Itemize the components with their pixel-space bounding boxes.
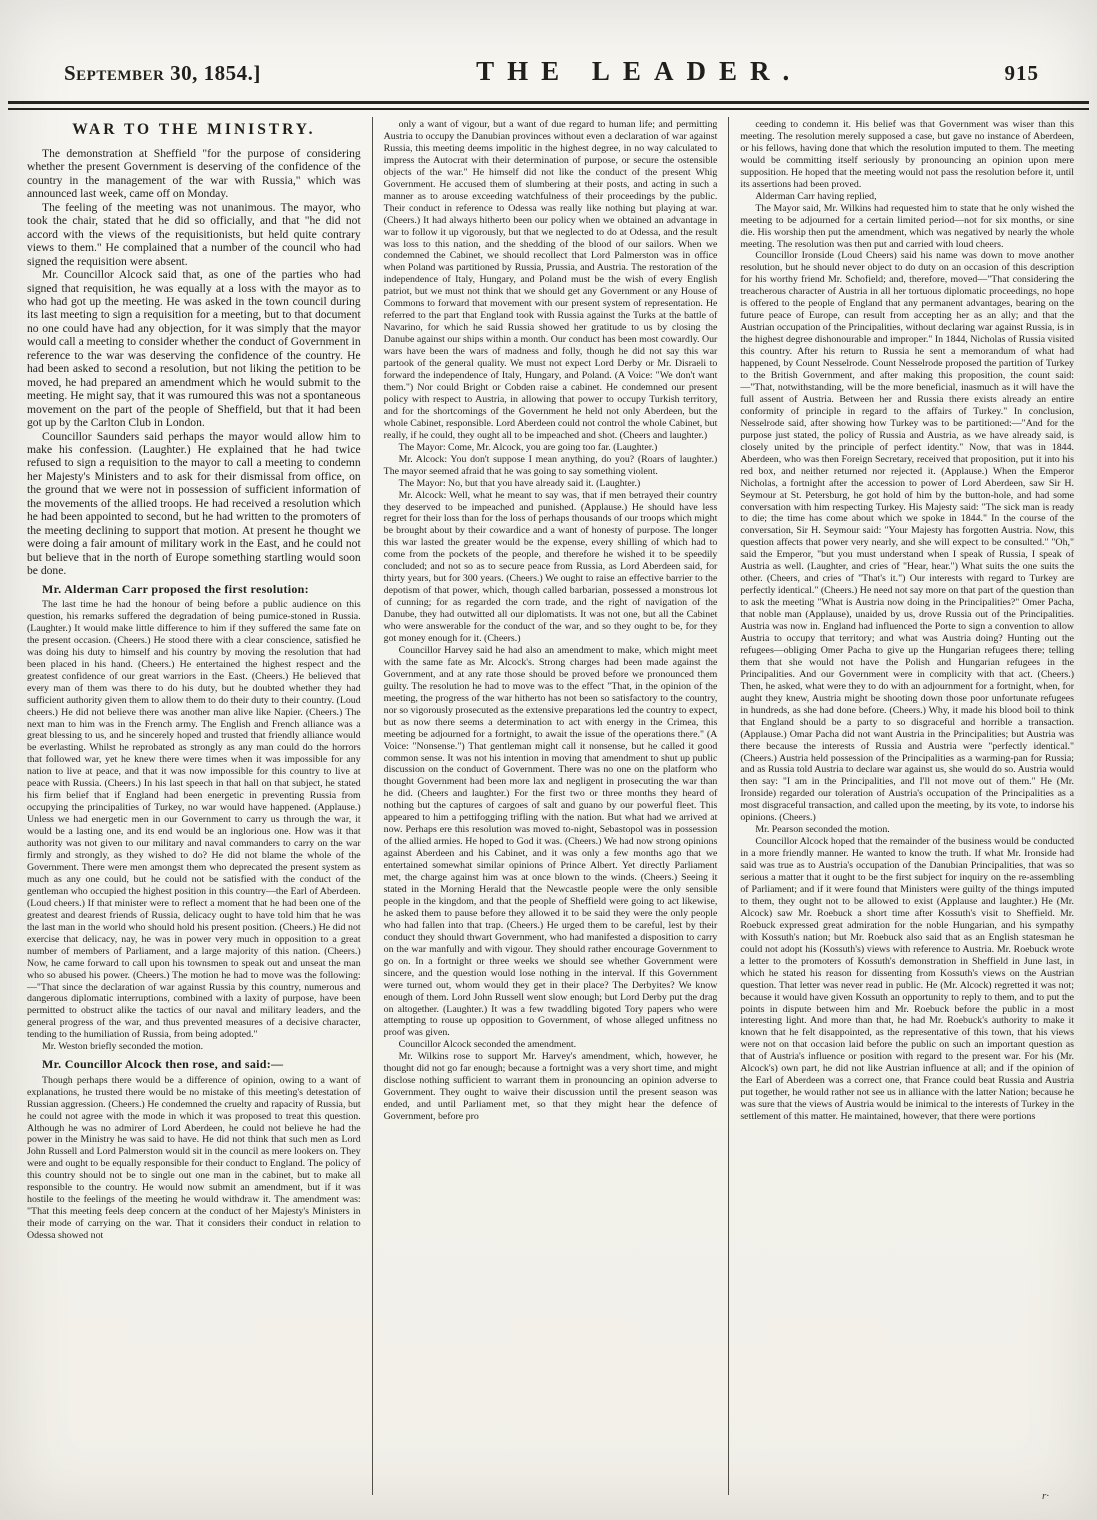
article-paragraph: only a want of vigour, but a want of due regard to human life; and permitting Austria to occupy the Danubian provinces without even a declaration of war against Russia, this meeting deems impolitic in the highest degree, in no way calculated to impress the Autocrat with their determination of purpose, or secure the ostensible objects of the war." He himself did not like the conduct of the present Whig Government. He accused them of slumbering at their posts, and acting in such a manner as to arouse exceeding watchfulness of their proceedings by the public. Their conduct in reference to Odessa was really like nothing but playing at war. (Cheers.) It had always hitherto been our policy when we obtained an advantage in war to follow it up vigorously, but that we neglected to do at Odessa, and the result was loss to this nation, and the shedding of the blood of our sailors. When we condemned the Cabinet, we should recollect that Lord Palmerston was in office when Poland was partitioned by Russia, Prussia, and Austria. The restoration of the independence of Italy, Hungary, and Poland must be the wish of every English patriot, but we must not think that we should get any Government or any House of Commons to forward that movement with our present system of representation. He referred to the part that England took with Russia against the Turks at the battle of Navarino, for which he said Russia showed her gratitude to us by closing the Danube against our ships within a month. Our conduct has been most cowardly. Our wars have been the wars of madness and folly, though he did not say this war partook of the general quality. We must not expect Lord Derby or Mr. Disraeli to forward the independence of Italy, Hungary, and Poland. (A Voice: "We don't want them.") Nor could Bright or Cobden raise a cabinet. He condemned our present policy with respect to Austria, in allowing that power to occupy Turkish territory, and for the shortcomings of the Government he held not only Aberdeen, but the whole Cabinet, responsible. Lord Aberdeen could not control the whole Cabinet, but really, if he could, they ought all to be impeached and shot. (Cheers and laughter.) — [383, 119, 718, 441]
article-paragraph: The demonstration at Sheffield "for the purpose of considering whether the present Government is deserving of the confidence of the country in the management of the war with Russia," which was announced last week, came off on Monday. — [27, 147, 361, 201]
column-2-paragraphs — [384, 119, 718, 1123]
masthead-title: THE LEADER. — [476, 56, 803, 86]
speaker-heading: Mr. Alderman Carr proposed the first resolution: — [42, 581, 309, 596]
article-paragraph: Councillor Alcock hoped that the remainder of the business would be conducted in a more friendly manner. He wanted to know the truth. If what Mr. Ironside had said was true as to Austria's occupation of the Danubian Principalities, that was so serious a matter that it ought to be the first subject for inquiry on the re-assembling of Parliament; and if it were found that Ministers were guilty of the things imputed to them, they ought not to be allowed to exist (Applause and laughter.) He (Mr. Alcock) saw Mr. Roebuck a short time after Kossuth's visit to Sheffield. Mr. Roebuck expressed great admiration for the noble Hungarian, and his sympathy with Kossuth's nation; but Mr. Roebuck also said that as an English statesman he could not adopt his (Kossuth's) views with reference to Austria. Mr. Roebuck wrote a letter to the promoters of Kossuth's demonstration in Sheffield in June last, in which he stated his reason for dissenting from Kossuth's views on the Austrian question. That letter was never read in public. He (Mr. Alcock) regretted it was not; because it would have given Kossuth an opportunity to reply to them, and to put the points in dispute between him and Mr. Roebuck before the public in a most interesting light. And more than that, he had Mr. Roebuck's authority to make it known that he felt disappointed, as the representative of this town, that his views were not on that occasion laid before the public on such an important question as that of Austria's influence or position with regard to the present war. For his (Mr. Alcock's) own part, he did not like Austrian influence at all; and if the opinion of the Earl of Aberdeen was a correct one, that France could beat Russia and Austria put together, he would rather not see us in alliance with the latter Nation; because he was sure that the views of Austria would be inimical to the interests of Turkey in the settlement of this matter. He maintained, however, that there were portions — [740, 836, 1075, 1123]
article-paragraph: The Mayor: Come, Mr. Alcock, you are going too far. (Laughter.) — [398, 441, 658, 453]
article-paragraph: Mr. Alcock: You don't suppose I mean anything, do you? (Roars of laughter.) The mayor seemed afraid that he was going to say something violent. — [383, 453, 718, 477]
speaker-heading: Mr. Councillor Alcock then rose, and said:— — [42, 1057, 284, 1072]
column-2 — [372, 117, 729, 1495]
article-paragraph: Mr. Pearson seconded the motion. — [755, 824, 890, 836]
masthead-date: September 30, 1854.] — [64, 61, 261, 85]
article-paragraph: ceeding to condemn it. His belief was that Government was wiser than this meeting. The resolution merely supposed a case, but gave no instance of Aberdeen, or his fellows, having done that which the resolution imputed to them. The meeting would be committing itself seriously by pronouncing an opinion upon mere supposition. He hoped that the meeting would not pass the resolution before it, until its assertions had been proved. — [740, 119, 1075, 190]
article-body — [0, 110, 1097, 1495]
article-paragraph: Councillor Harvey said he had also an amendment to make, which might meet with the same fate as Mr. Alcock's. Strong charges had been made against the Government, and at any rate those should be proved before we pronounced them guilty. The resolution he had to move was to the effect "That, in the opinion of the meeting, the progress of the war hitherto has not been so satisfactory to the country, nor so vigorously prosecuted as the extensive preparations led the country to expect, but as now there seems a determination to act with energy in the Crimea, this meeting be adjourned for a fortnight, to await the issue of the operations there." (A Voice: "Nonsense.") That gentleman might call it nonsense, but he called it good common sense. It was not his intention in moving that amendment to shut up public discussion on the conduct of Government. There was no one on the platform who thought Government had been more lax and negligent in prosecuting the war than he did. (Cheers and laughter.) For the first two or three months they heard of nothing but the captures of cargoes of salt and guano by our powerful fleet. This appeared to him a pettifogging trifling with the nation. But what had we arrived at now. Perhaps ere this resolution was moved to-night, Sebastopol was in possession of the allied armies. He hoped to God it was. (Cheers.) We had now strong opinions against Aberdeen and his Cabinet, and it was only a few months ago that we entertained somewhat similar opinions of Prince Albert. Yet directly Parliament met, the charge against him was at once blown to the winds. (Cheers.) Seeing it stated in the Morning Herald that the Newcastle people were the only sensible people in the kingdom, and that the people of Sheffield were going to act likewise, he asked them to pause before they allowed it to be said they were the only people who had fallen into that trap. (Cheers.) He urged them to be careful, lest by their conduct they should thwart Government, who had manifested a disposition to carry on the war manfully and with vigour. They should rather encourage Government to go on. In a fortnight or three weeks we should see whether Government were sincere, and the question would lose nothing in the interval. If this Government were turned out, whom would they get in their place? The Derbyites? We know enough of them. Lord John Russell went slow enough; but Lord Derby put the drag on altogether. (Laughter.) It was a few twaddling bigoted Tory papers who were attempting to rouse up opposition to Government, of whose alleged unfitness no proof was given. — [383, 644, 718, 1039]
article-paragraph: Alderman Carr having replied, — [755, 190, 877, 202]
article-paragraph: Councillor Saunders said perhaps the mayor would allow him to make his confession. (Laughter.) He explained that he had twice refused to sign a requisition to the mayor to call a meeting to condemn her Majesty's Ministers and to ask for their dismissal from office, on the ground that we were not in possession of sufficient information of the movements of the allied troops. He had received a resolution which he had been appointed to second, but he had written to the promoters of the meeting declining to support that motion. At present he thought we were doing a fair amount of military work in the East, and he could not but believe that in the north of Europe something startling would soon be done. — [27, 429, 361, 578]
article-paragraph: The Mayor: No, but that you have already said it. (Laughter.) — [398, 477, 641, 489]
column-3-paragraphs — [740, 119, 1074, 1123]
article-paragraph: Mr. Weston briefly seconded the motion. — [42, 1041, 204, 1053]
article-paragraph: Though perhaps there would be a difference of opinion, owing to a want of explanations, he trusted there would be no mistake of this meeting's detestation of Russian aggression. (Cheers.) He condemned the cruelty and rapacity of Russia, but he could not agree with the mode in which it was proposed to treat this question. Although he was no admirer of Lord Aberdeen, he could not believe he had the power in the Ministry he was said to have. He did not think that such men as Lord John Russell and Lord Palmerston would sit in the council as mere lookers on. They were and ought to be equally responsible for their conduct to England. The policy of this country should not be to single out one man in the cabinet, but to make all responsible to the country. He would now submit an amendment, but if it was hostile to the feelings of the meeting he would withdraw it. The amendment was: "That this meeting feels deep concern at the conduct of her Majesty's Ministers in their mode of carrying on the war. That it considers their conduct in relation to Odessa showed not — [27, 1074, 361, 1242]
article-paragraph: The last time he had the honour of being before a public audience on this question, his remarks suffered the degradation of being pumice-stoned in Russia. (Laughter.) It would make little difference to him if they suffered the same fate on the present occasion. (Cheers.) He stood there with a clear conscience, satisfied he was doing his duty to himself and his country by moving the resolution that had been placed in his hand. (Cheers.) He entertained the highest respect and the greatest confidence of our great warriors in the East. (Cheers.) He believed that every man of them was there to do his duty, but he doubted whether they had sufficient authority given them to allow them to do their duty to their country. (Loud cheers.) He did not believe there was another man alive like Napier. (Cheers.) The next man to him was in the French army. The English and French alliance was a great blessing to us, and he sincerely hoped and trusted that friendly alliance would be everlasting. Whilst he reprobated as strongly as any man could do the horrors that followed war, yet he knew there were times when it was impossible for any nation to live at peace, and that it was now impossible for this country to live at peace with Russia. (Cheers.) In his last speech in that hall on that subject, he stated his firm belief that if England had been energetic in preventing Russia from occupying the principalities of Turkey, no war would have happened. (Applause.) Unless we had energetic men in our Government to carry us through the war, it would be a lasting one, and its end would be an inglorious one. How was it that authority was not given to our military and naval commanders to carry on the war firmly and strongly, as they wished to do? He did not blame the whole of the Government. There were men amongst them who deprecated the present system as much as any one could, but he could not be satisfied with the conduct of the gentleman who occupied the highest position in this country—the Earl of Aberdeen. (Loud cheers.) If that minister were to reflect a moment that he had been one of the greatest and dearest friends of Russia, delicacy ought to have told him that he was the last man in the world who should hold his present position. (Cheers.) He did not exercise that delicacy, nay, he was in power very much in opposition to a great number of members of Parliament, and a large majority of this nation. (Cheers.) Now, he came forward to call upon his townsmen to speak out and unseat the man who so abused his power. (Cheers.) The motion he had to move was the following:—"That since the declaration of war against Russia by this country, numerous and dangerous diplomatic interruptions, combined with a laxity of purpose, have been permitted to obstruct alike the tactics of our naval and military leaders, and the general progress of the war, and thus prevented measures of a decisive character, tending to the humiliation of Russia, from being adopted." — [27, 599, 361, 1041]
masthead-rule — [8, 101, 1089, 110]
column-1-paragraphs — [27, 147, 361, 1242]
article-paragraph: The Mayor said, Mr. Wilkins had requested him to state that he only wished the meeting to be adjourned for a certain limited period—not for six months, or sine die. His worship then put the amendment, which was negatived by nearly the whole meeting. The resolution was then put and carried with loud cheers. — [740, 202, 1075, 250]
article-paragraph: Mr. Wilkins rose to support Mr. Harvey's amendment, which, however, he thought did not go far enough; because a fortnight was a very short time, and might disclose nothing sufficient to warrant them in pronouncing an opinion adverse to Government. They ought to waive their discussion until the present season was ended, and until Parliament met, so that they might hear the defence of Government, before pro — [383, 1051, 718, 1123]
article-paragraph: Councillor Alcock seconded the amendment. — [398, 1039, 577, 1051]
printers-mark: r· — [1041, 1490, 1049, 1502]
column-3 — [728, 117, 1085, 1495]
article-paragraph: Mr. Alcock: Well, what he meant to say was, that if men betrayed their country they deserved to be impeached and punished. (Applause.) He should have less regret for their loss than for the loss of perhaps thousands of our troops which might be brought about by their cowardice and a want of honesty of purpose. The longer this war lasted the greater would be the expense, every shilling of which had to come from the pockets of the people, and therefore he wished it to be speedily concluded; and not so as to secure peace from Russia, as Lord Aberdeen said, for thirty years, but for 300 years. (Cheers.) We ought to raise an effective barrier to the depotism of that power, which, though called barbarian, possessed a monstrous lot of cunning; for as regarded the corn trade, and the right of navigation of the Danube, they had outwitted all our diplomatists. It was not one, but all the Cabinet who were answerable for the conduct of the war, and so they ought to be, for they got money enough for it. (Cheers.) — [383, 489, 718, 644]
column-1 — [16, 117, 372, 1495]
article-title: WAR TO THE MINISTRY. — [72, 121, 316, 138]
article-paragraph: Councillor Ironside (Loud Cheers) said his name was down to move another resolution, but he should never object to do duty on an occasion of this description for his worthy friend Mr. Schofield; and, therefore, moved—"That considering the treacherous character of Austria in all her tortuous diplomatic proceedings, no hope is offered to the people of England that any permanent advantages, bearing on the future peace of Europe, can result from accepting her as an ally; and that the Austrian occupation of the Principalities, without declaring war against Russia, is in the highest degree dishonourable and improper." In 1844, Nicholas of Russia visited this country. After his return to Russia he sent a memorandum of what had happened, by Count Nesselrode. Count Nesselrode proposed the partition of Turkey to the British Government, and after making this proposition, the count said:—"That, notwithstanding, will be the more beneficial, inasmuch as it will have the full assent of Austria. Between her and Russia there exists already an entire conformity of principle in regard to the affairs of Turkey." In conclusion, Nesselrode said, after showing how Turkey was to be partitioned:—"And for the purpose just stated, the policy of Russia and Austria, as we have already said, is closely united by the principle of perfect identity." Now, that was in 1844. Aberdeen, who was then Foreign Secretary, received that proposition, put it into his red box, and neither returned nor rejected it. (Applause.) When the Emperor Nicholas, a fortnight after the accession to power of Lord Aberdeen, saw Sir H. Seymour at St. Petersburg, he got hold of him by the button-hole, and had some conversation with him respecting Turkey. His Majesty said: "The sick man is ready to die; the time has come about which we spoke in 1844." In the course of the conversation, Sir H. Seymour said: "Your Majesty has forgotten Austria. Now, this question affects that power very nearly, and she will expect to be consulted." "Oh," said the Emperor, "but you must understand when I speak of Russia, I speak of Austria as well. (Laughter, and cries of "Hear, hear.") What suits the one suits the other. (Cheers, and cries of "That's it.") Our interests with regard to Turkey are perfectly identical." (Cheers.) He need not say more on that part of the question than to ask the meeting "What is Austria now doing in the Principalities?" Omer Pacha, that noble man (Applause), unaided by us, drove Russia out of the Principalities. Austria was now in. England had influenced the Porte to sign a convention to allow Austria to occupy that territory; and what was Austria doing? Hunting out the refugees—obliging Omer Pacha to give up the Hungarian refugees there; telling them that she would not have the Polish and Hungarian refugees in the Principalities. And our Government were in complicity with that act. (Cheers.) Then, he asked, what were they to do with an adjournment for a fortnight, when, for aught they knew, Austria might be shooting down those poor unfortunate refugees in hundreds, as she had done before. (Cheers.) Why, it made his blood boil to think that England should be a party to so disgraceful and horrible a transaction. (Applause.) Omar Pacha did not want Austria in the Principalities; but Austria was there because the interests of Russia and Austria were "perfectly identical." (Cheers.) Austria held possession of the Principalities as a warming-pan for Russia; and as Russia told Austria to declare war against us, she would do so. Austria would then say: "I am in the Principalities, and I'll not move out of them." He (Mr. Ironside) regarded our toleration of Austria's occupation of the Principalities as a most disgraceful transaction, and called upon the meeting, by its vote, to indorse his opinions. (Cheers.) — [740, 250, 1075, 824]
article-paragraph: Mr. Councillor Alcock said that, as one of the parties who had signed that requisition, he was equally at a loss with the mayor as to who had got up the meeting. He was asked in the town council during its last meeting to sign a requisition for a meeting, but to that document no one could have had any objection, for it was simply that the mayor would call a meeting to consider whether the conduct of Government in reference to the war was deserving the confidence of the country. He had been asked to second a resolution, but not liking the petition to be moved, he had prepared an amendment which he would submit to the meeting. He might say, that it was rumoured this was not a spontaneous movement on the part of the people of Sheffield, but that it had been got up by the Carlton Club in London. — [27, 268, 361, 430]
article-paragraph: The feeling of the meeting was not unanimous. The mayor, who took the chair, stated that he did so officially, and that "he did not accord with the views of the requisitionists, but held quite contrary views to them." He complained that a number of the council who had signed the requisition were absent. — [27, 200, 361, 268]
masthead — [0, 0, 1097, 87]
masthead-page-number: 915 — [1004, 61, 1039, 85]
